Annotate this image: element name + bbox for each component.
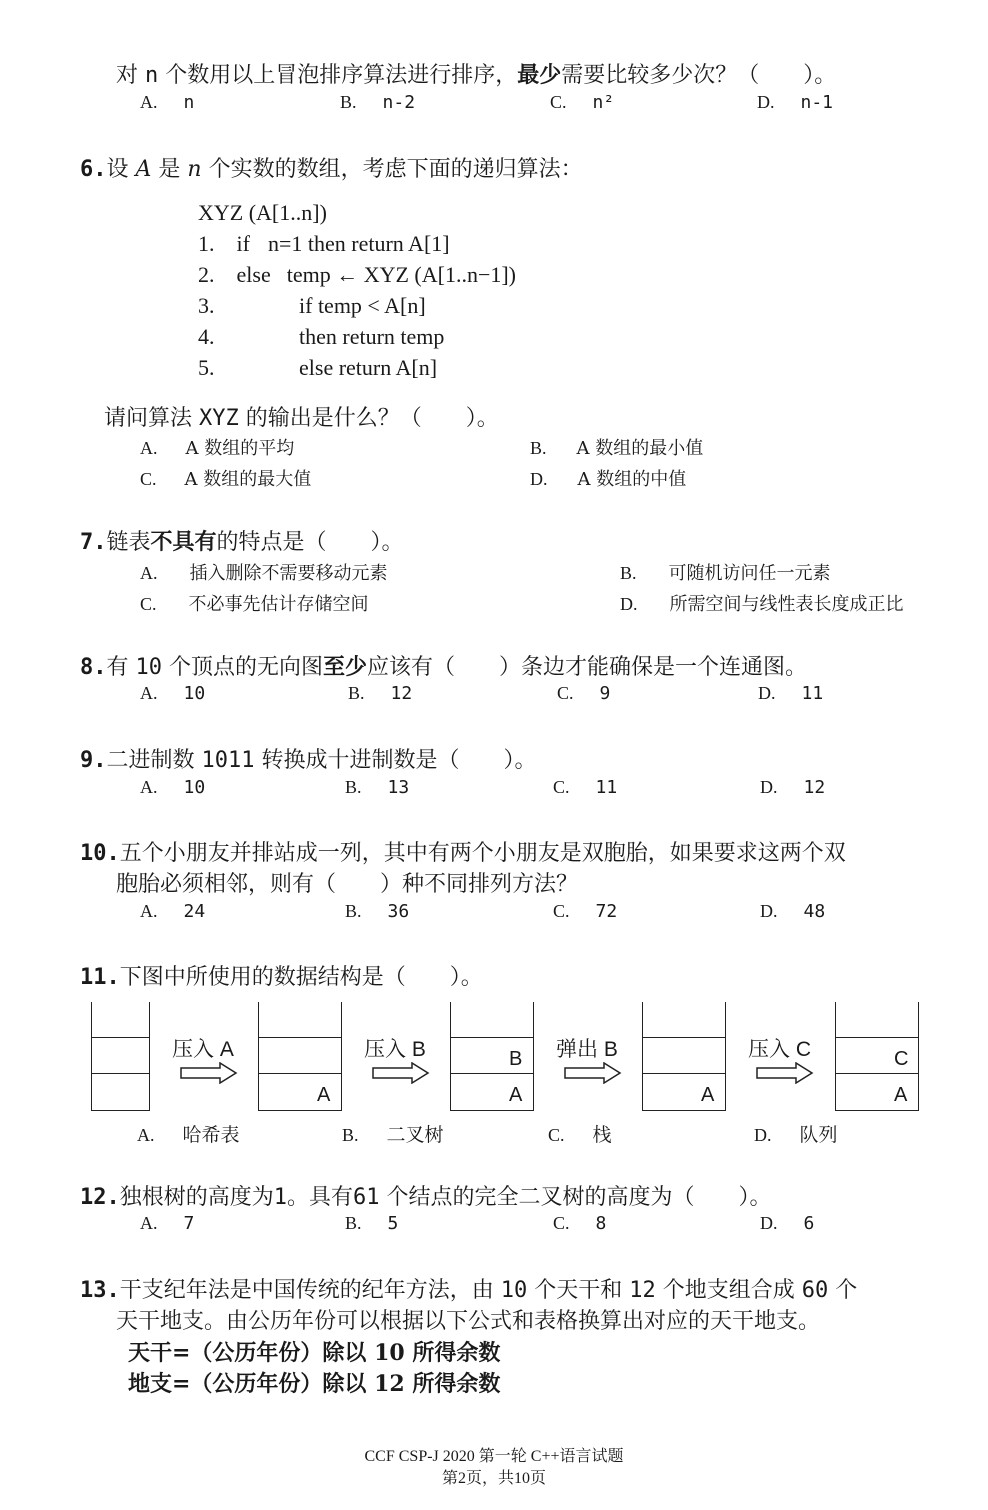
- footer-title: CCF CSP-J 2020 第一轮 C++语言试题: [364, 1448, 624, 1465]
- q11-option-a[interactable]: A. 哈希表: [137, 1125, 240, 1146]
- q7-option-d[interactable]: D. 所需空间与线性表长度成正比: [620, 594, 904, 615]
- q11-option-d[interactable]: D. 队列: [754, 1125, 838, 1146]
- q12-stem: 12.独根树的高度为1。具有61 个结点的完全二叉树的高度为（ ）。: [80, 1185, 772, 1210]
- q8-option-c[interactable]: C. 9: [557, 683, 611, 704]
- arrow-right-icon: [180, 1062, 238, 1084]
- code-line-5: 5.: [198, 355, 215, 380]
- q6-question: 请问算法 XYZ 的输出是什么？（ ）。: [104, 406, 499, 431]
- q5-option-b[interactable]: B. n-2: [340, 92, 416, 113]
- q5-stem: 对 n 个数用以上冒泡排序算法进行排序，最少需要比较多少次？（ ）。: [116, 62, 837, 88]
- q5-option-c[interactable]: C. n²: [550, 92, 615, 113]
- q12-option-a[interactable]: A. 7: [140, 1213, 195, 1234]
- q13-stem-line1: 13.干支纪年法是中国传统的纪年方法，由 10 个天干和 12 个地支组合成 60 个: [80, 1278, 858, 1303]
- q11-stem: 11.下图中所使用的数据结构是（ ）。: [80, 965, 483, 990]
- stack-5-cell-middle: C: [894, 1048, 909, 1070]
- q13-stem-line2: 天干地支。由公历年份可以根据以下公式和表格换算出对应的天干地支。: [116, 1309, 821, 1334]
- q6-option-b[interactable]: B. A 数组的最小值: [530, 438, 704, 459]
- arrow-right-icon: [756, 1062, 814, 1084]
- q5-option-a[interactable]: A. n: [140, 92, 195, 113]
- stack-3-cell-middle: B: [509, 1048, 523, 1070]
- q11-option-b[interactable]: B. 二叉树: [342, 1125, 444, 1146]
- q13-formula-dizhi: 地支=（公历年份）除以 12 所得余数: [128, 1371, 501, 1397]
- stack-3-cell-bottom: A: [509, 1084, 523, 1106]
- code-line-3: 3.: [198, 293, 215, 318]
- stack-2: [258, 1002, 342, 1111]
- q9-stem: 9.二进制数 1011 转换成十进制数是（ ）。: [80, 748, 537, 773]
- stack-2-cell-bottom: A: [317, 1084, 331, 1106]
- q6-option-d[interactable]: D. A 数组的中值: [530, 469, 687, 490]
- q9-option-a[interactable]: A. 10: [140, 777, 206, 798]
- stack-5: [835, 1002, 919, 1111]
- q6-option-a[interactable]: A. A 数组的平均: [140, 438, 295, 459]
- q8-stem: 8.有 10 个顶点的无向图至少应该有（ ）条边才能确保是一个连通图。: [80, 654, 808, 680]
- q11-option-c[interactable]: C. 栈: [548, 1125, 612, 1146]
- q9-option-d[interactable]: D. 12: [760, 777, 826, 798]
- q12-option-d[interactable]: D. 6: [760, 1213, 815, 1234]
- q9-option-b[interactable]: B. 13: [345, 777, 410, 798]
- code-line-4-body: then return temp: [299, 324, 445, 349]
- q7-stem: 7.链表不具有的特点是（ ）。: [80, 529, 404, 555]
- code-line-2: 2. else temp ← XYZ (A[1..n−1]): [198, 262, 517, 287]
- q10-option-c[interactable]: C. 72: [553, 901, 618, 922]
- q8-option-b[interactable]: B. 12: [348, 683, 413, 704]
- q12-option-c[interactable]: C. 8: [553, 1213, 607, 1234]
- code-line-4: 4.: [198, 324, 215, 349]
- q10-stem-line2: 胞胎必须相邻，则有（ ）种不同排列方法？: [116, 872, 579, 897]
- stack-4: [642, 1002, 726, 1111]
- q10-option-d[interactable]: D. 48: [760, 901, 826, 922]
- q7-option-c[interactable]: C. 不必事先估计存储空间: [140, 594, 369, 615]
- q7-option-a[interactable]: A. 插入删除不需要移动元素: [140, 563, 388, 584]
- q5-option-d[interactable]: D. n-1: [757, 92, 834, 113]
- q10-option-b[interactable]: B. 36: [345, 901, 410, 922]
- stack-5-cell-bottom: A: [894, 1084, 908, 1106]
- op-push-a-label: 压入 A: [172, 1038, 234, 1061]
- stack-4-cell-bottom: A: [701, 1084, 715, 1106]
- q12-option-b[interactable]: B. 5: [345, 1213, 399, 1234]
- q10-option-a[interactable]: A. 24: [140, 901, 206, 922]
- q6-stem: 6.设 A 是 n 个实数的数组，考虑下面的递归算法：: [80, 157, 583, 182]
- arrow-right-icon: [564, 1062, 622, 1084]
- q9-option-c[interactable]: C. 11: [553, 777, 618, 798]
- code-line-3-body: if temp < A[n]: [299, 293, 426, 318]
- q6-option-c[interactable]: C. A 数组的最大值: [140, 469, 312, 490]
- q8-option-d[interactable]: D. 11: [758, 683, 824, 704]
- code-line-5-body: else return A[n]: [299, 355, 438, 380]
- op-push-c-label: 压入 C: [748, 1038, 811, 1061]
- q7-option-b[interactable]: B. 可随机访问任一元素: [620, 563, 831, 584]
- code-line-header: XYZ (A[1..n]): [198, 200, 327, 225]
- op-pop-b-label: 弹出 B: [556, 1038, 618, 1061]
- q8-option-a[interactable]: A. 10: [140, 683, 206, 704]
- footer-page-number: 第2页，共10页: [441, 1470, 546, 1487]
- q13-formula-tiangan: 天干=（公历年份）除以 10 所得余数: [128, 1340, 501, 1366]
- arrow-right-icon: [372, 1062, 430, 1084]
- q10-stem-line1: 10.五个小朋友并排站成一列，其中有两个小朋友是双胞胎，如果要求这两个双: [80, 841, 846, 866]
- stack-1: [91, 1002, 150, 1111]
- stack-3: [450, 1002, 534, 1111]
- code-line-1: 1. if n=1 then return A[1]: [198, 231, 450, 256]
- op-push-b-label: 压入 B: [364, 1038, 426, 1061]
